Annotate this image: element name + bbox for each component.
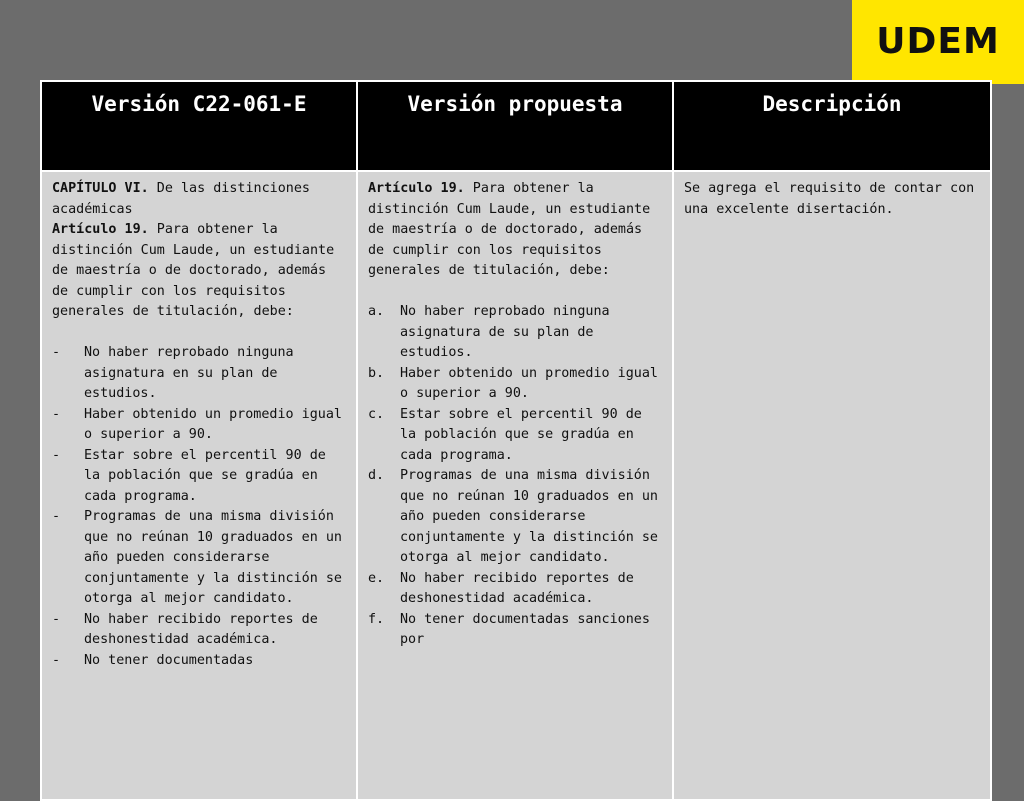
header-proposed-version: Versión propuesta bbox=[357, 81, 673, 171]
chapter-heading bbox=[52, 179, 346, 220]
article-label: Artículo 19. bbox=[368, 181, 465, 196]
chapter-title: De las distinciones académicas bbox=[52, 181, 310, 217]
list-item: c. Estar sobre el percentil 90 de la población que se gradúa en cada programa. bbox=[368, 406, 642, 463]
list-item: a. No haber reprobado ninguna asignatura de su plan de estudios. bbox=[368, 304, 610, 360]
table-header-row bbox=[41, 81, 991, 171]
list-item: - Estar sobre el percentil 90 de la población que se gradúa en cada programa. bbox=[52, 447, 326, 504]
article-intro-proposed bbox=[368, 179, 662, 282]
list-item: - No haber reprobado ninguna asignatura en su plan de estudios. bbox=[52, 345, 294, 401]
article-intro-current bbox=[52, 220, 346, 323]
table-row bbox=[41, 171, 991, 800]
list-item: - No haber recibido reportes de deshonestidad académica. bbox=[52, 611, 318, 647]
list-item: - No tener documentadas bbox=[52, 652, 254, 668]
header-description: Descripción bbox=[673, 81, 991, 171]
article-text: Para obtener la distinción Cum Laude, un estudiante de maestría o de doctorado, además de cumplir con los requisitos generales de titulación, debe: bbox=[52, 222, 335, 319]
comparison-table bbox=[40, 80, 992, 801]
list-item: f. No tener documentadas sanciones por bbox=[368, 611, 650, 647]
requirements-list-proposed bbox=[368, 302, 662, 651]
list-item: d. Programas de una misma división que no reúnan 10 graduados en un año pueden considerarse conjuntamente y la distinción se otorga al mejor candidato. bbox=[368, 468, 658, 565]
cell-proposed-version bbox=[357, 171, 673, 800]
article-label: Artículo 19. bbox=[52, 222, 149, 237]
list-item: e. No haber recibido reportes de deshonestidad académica. bbox=[368, 570, 634, 606]
udem-logo bbox=[852, 0, 1024, 84]
cell-current-version bbox=[41, 171, 357, 800]
header-current-version: Versión C22-061-E bbox=[41, 81, 357, 171]
list-item: - Programas de una misma división que no reúnan 10 graduados en un año pueden considerarse conjuntamente y la distinción se otorga al mejor candidato. bbox=[52, 509, 342, 606]
logo-text: UDEM bbox=[876, 20, 1000, 62]
description-text: Se agrega el requisito de contar con una excelente disertación. bbox=[684, 181, 975, 217]
article-text: Para obtener la distinción Cum Laude, un estudiante de maestría o de doctorado, además de cumplir con los requisitos generales de titulación, debe: bbox=[368, 181, 651, 278]
cell-description bbox=[673, 171, 991, 800]
requirements-list-current bbox=[52, 343, 346, 671]
list-item: b. Haber obtenido un promedio igual o superior a 90. bbox=[368, 365, 658, 401]
chapter-label: CAPÍTULO VI. bbox=[52, 181, 149, 196]
list-item: - Haber obtenido un promedio igual o superior a 90. bbox=[52, 406, 342, 442]
